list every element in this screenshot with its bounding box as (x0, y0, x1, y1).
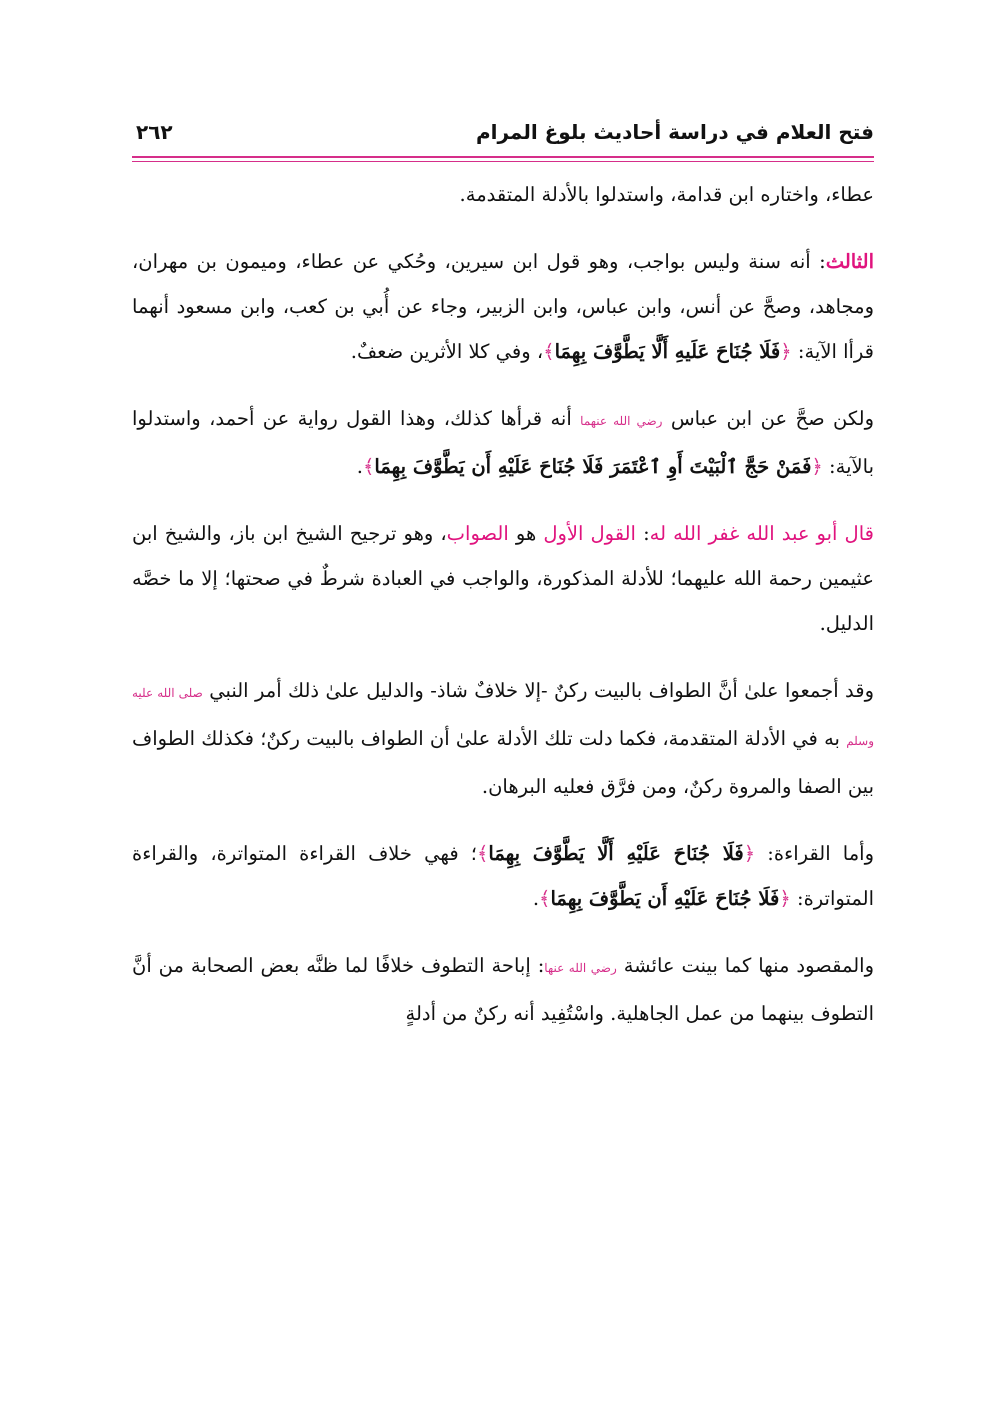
paragraph-6-text-1: وأما القراءة: (755, 842, 874, 865)
paragraph-3-text-2: أنه قرأها كذلك، وهذا القول رواية عن أحمد، واستدلوا بالآية: (132, 407, 874, 478)
paragraph-2-text-2: ، وفي كلا الأثرين ضعفٌ. (350, 340, 544, 363)
quran-bracket-open: ﴿ (780, 340, 792, 363)
paragraph-3 (132, 396, 874, 489)
quran-bracket-close: ﴾ (476, 842, 489, 865)
paragraph-5-text-1: وقد أجمعوا علىٰ أنَّ الطواف بالبيت ركنٌ -إلا خلافٌ شاذ- والدليل علىٰ ذلك أمر النبي (202, 679, 874, 702)
quran-verse: فَلَا جُنَاحَ عَلَيهِ أَلَّا يَطَّوَّفَ بِهِمَا (554, 340, 781, 363)
quran-verse: فَمَنْ حَجَّ ٱلْبَيْتَ أَوِ ٱعْتَمَرَ فَلَا جُنَاحَ عَلَيْهِ أَن يَطَّوَّفَ بِهِمَا (374, 455, 812, 478)
quran-bracket-open: ﴿ (743, 842, 756, 865)
paragraph-4-text-1: : (635, 522, 650, 545)
paragraph-4 (132, 511, 874, 646)
paragraph-4-text-3: ، وهو ترجيح الشيخ ابن باز، والشيخ ابن عثيمين رحمة الله عليهما؛ للأدلة المذكورة، والواجب في العبادة شرطٌ في صحتها؛ إلا ما خصَّه الدليل. (132, 522, 874, 635)
honorific-ligature: صلى الله عليه وسلم (132, 686, 874, 748)
third-opinion-label: الثالث (825, 250, 874, 273)
book-title: فتح العلام في دراسة أحاديث بلوغ المرام (475, 120, 874, 144)
paragraph-5-text-2: به في الأدلة المتقدمة، فكما دلت تلك الأدلة علىٰ أن الطواف بالبيت ركنٌ؛ فكذلك الطواف بين الصفا والمروة ركنٌ، ومن فرَّق فعليه البرهان. (132, 727, 874, 798)
paragraph-6-text-2: ؛ فهي خلاف القراءة المتواترة، والقراءة المتواترة: (132, 842, 874, 910)
header-rule-thin (132, 161, 874, 162)
paragraph-3-text-1: ولكن صحَّ عن ابن عباس (662, 407, 874, 430)
quran-bracket-close: ﴾ (543, 340, 555, 363)
paragraph-7-text-2: : إباحة التطوف خلافًا لما ظنَّه بعض الصحابة من أنَّ التطوف بينهما من عمل الجاهلية. واسْتُفِيد أنه ركنٌ من أدلةٍ (132, 954, 874, 1025)
quran-bracket-close: ﴾ (539, 887, 551, 910)
correct-highlight: الصواب (446, 522, 509, 545)
quran-verse: فَلَا جُنَاحَ عَلَيْهِ أَلَّا يَطَّوَّفَ بِهِمَا (488, 842, 744, 865)
page-number: ٢٦٢ (136, 120, 173, 144)
honorific-ligature: رضي الله عنها (544, 961, 617, 975)
author-label: قال أبو عبد الله غفر الله له (649, 522, 874, 545)
document-body (132, 172, 874, 1036)
paragraph-5 (132, 668, 874, 809)
paragraph-2-text-1: : أنه سنة وليس بواجب، وهو قول ابن سيرين، وحُكي عن عطاء، وميمون بن مهران، ومجاهد، وصحَّ عن أنس، وابن عباس، وابن الزبير، وجاء عن أُبي بن كعب، وابن مسعود أنهما قرأا الآية: (132, 250, 874, 363)
running-header (132, 120, 874, 156)
paragraph-3-text-3: . (356, 455, 363, 478)
quran-bracket-close: ﴾ (362, 455, 375, 478)
document-page (132, 120, 874, 1036)
paragraph-6-text-3: . (532, 887, 540, 910)
paragraph-6 (132, 831, 874, 921)
first-opinion-highlight: القول الأول (543, 522, 636, 545)
paragraph-4-text-2: هو (508, 522, 544, 545)
paragraph-7 (132, 943, 874, 1036)
paragraph-2 (132, 239, 874, 374)
quran-verse: فَلَا جُنَاحَ عَلَيْهِ أَن يَطَّوَّفَ بِهِمَا (550, 887, 780, 910)
paragraph-7-text-1: والمقصود منها كما بينت عائشة (616, 954, 874, 977)
paragraph-1: عطاء، واختاره ابن قدامة، واستدلوا بالأدلة المتقدمة. (459, 183, 874, 206)
quran-bracket-open: ﴿ (779, 887, 791, 910)
quran-bracket-open: ﴿ (811, 455, 823, 478)
honorific-ligature: رضي الله عنهما (580, 414, 663, 428)
